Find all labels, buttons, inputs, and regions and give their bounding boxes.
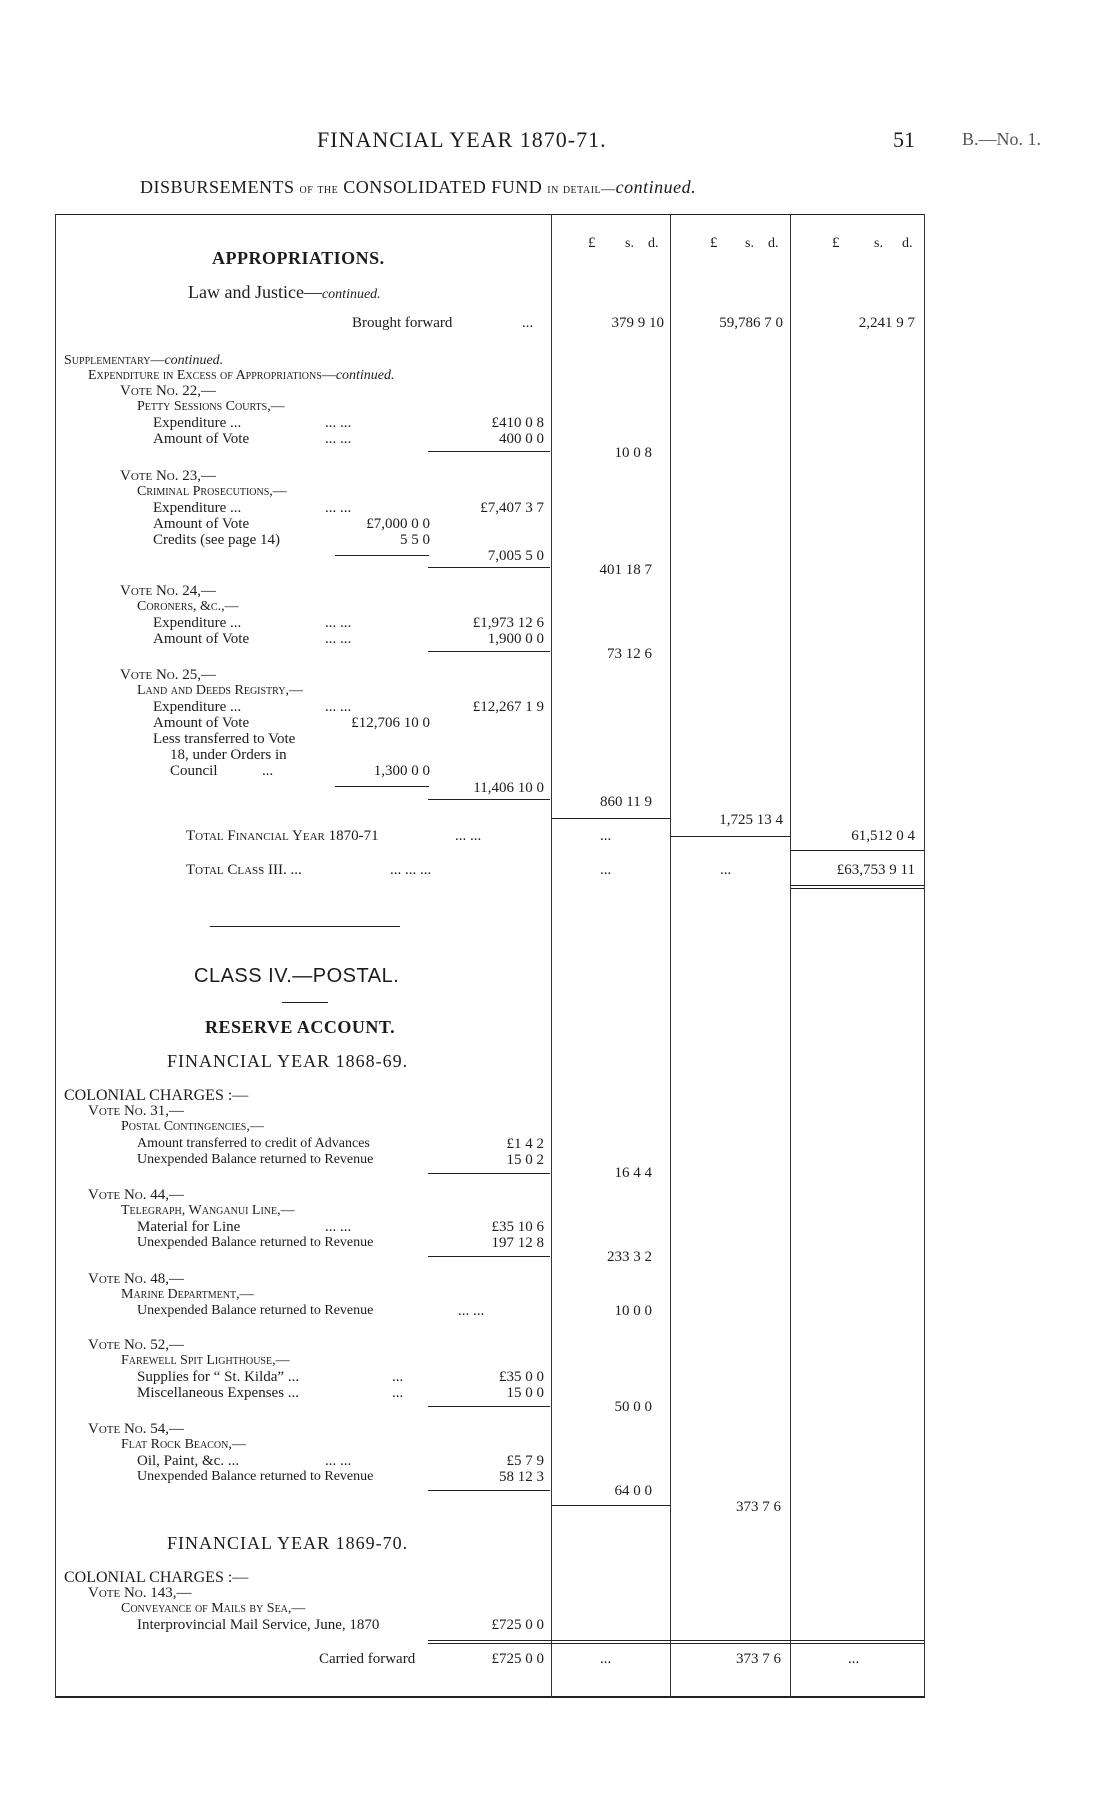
section-subheading bbox=[188, 282, 381, 303]
vote-subheading: Farewell Spit Lighthouse,— bbox=[121, 1353, 290, 1368]
vote-subheading: Criminal Prosecutions,— bbox=[137, 484, 287, 499]
heading-part: continued. bbox=[164, 353, 224, 368]
line-item-label: 18, under Orders in bbox=[170, 747, 287, 763]
col-header-pence: d. bbox=[902, 236, 913, 251]
brought-forward-col3: 2,241 9 7 bbox=[858, 315, 915, 331]
colonial-charges-heading: COLONIAL CHARGES :— bbox=[64, 1087, 249, 1104]
heading-rule bbox=[282, 1002, 328, 1003]
line-item-label: Oil, Paint, &c. ... bbox=[137, 1453, 240, 1469]
column-divider bbox=[670, 214, 671, 1698]
vote-heading: Vote No. 54,— bbox=[88, 1421, 184, 1437]
line-item-amount: £1 4 2 bbox=[506, 1136, 544, 1152]
line-item-label: Material for Line bbox=[137, 1219, 241, 1235]
col-header-shillings: s. bbox=[625, 236, 634, 251]
heading-part: Expenditure in Excess of Appropriations— bbox=[88, 368, 336, 383]
total-financial-year-col1: ... bbox=[600, 828, 612, 844]
total-financial-year-label: Total Financial Year 1870-71 bbox=[186, 828, 379, 844]
vote-heading: Vote No. 25,— bbox=[120, 667, 216, 683]
sum-rule bbox=[428, 1173, 550, 1174]
col-header-pence: d. bbox=[648, 236, 659, 251]
sum-rule bbox=[552, 818, 670, 819]
col-header-shillings: s. bbox=[745, 236, 754, 251]
leader-dots: ... ... bbox=[325, 1453, 352, 1469]
vote-subheading: Land and Deeds Registry,— bbox=[137, 683, 303, 698]
col-header-pounds: £ bbox=[832, 235, 840, 251]
col-header-pounds: £ bbox=[710, 235, 718, 251]
line-item-amount: £725 0 0 bbox=[491, 1617, 544, 1633]
vote-heading: Vote No. 48,— bbox=[88, 1271, 184, 1287]
document-reference: B.—No. 1. bbox=[962, 129, 1042, 149]
carried-forward-col3: ... bbox=[848, 1651, 860, 1667]
line-item-label: Miscellaneous Expenses ... bbox=[137, 1385, 300, 1401]
leader-dots: ... bbox=[392, 1369, 404, 1385]
sum-rule bbox=[428, 1640, 924, 1641]
subtitle-part: continued. bbox=[615, 177, 697, 197]
brought-forward-label: Brought forward bbox=[352, 315, 453, 331]
vote-heading: Vote No. 23,— bbox=[120, 468, 216, 484]
line-item-label: Less transferred to Vote bbox=[153, 731, 296, 747]
vote-result: 50 0 0 bbox=[614, 1399, 652, 1415]
line-item-amount: £35 0 0 bbox=[499, 1369, 544, 1385]
leader-dots: ... ... bbox=[455, 828, 482, 844]
net-amount: 7,005 5 0 bbox=[487, 548, 544, 564]
total-financial-year-col3: 61,512 0 4 bbox=[851, 828, 915, 844]
line-item-amount: £410 0 8 bbox=[491, 415, 544, 431]
page-title: FINANCIAL YEAR 1870-71. bbox=[317, 127, 607, 152]
reserve-account-heading: RESERVE ACCOUNT. bbox=[205, 1017, 396, 1037]
page-subtitle bbox=[140, 177, 696, 198]
total-class-label: Total Class III. ... bbox=[186, 862, 302, 878]
col-header-shillings: s. bbox=[874, 236, 883, 251]
line-item-amount: 400 0 0 bbox=[499, 431, 544, 447]
financial-year-total-col2: 373 7 6 bbox=[736, 1499, 781, 1515]
subtitle-part: DISBURSEMENTS bbox=[140, 177, 295, 197]
line-item-label: Amount of Vote bbox=[153, 631, 250, 647]
line-item-label: Amount of Vote bbox=[153, 431, 250, 447]
line-item-amount: £7,000 0 0 bbox=[366, 516, 430, 532]
line-item-amount: £35 10 6 bbox=[491, 1219, 544, 1235]
leader-dots: ... bbox=[392, 1385, 404, 1401]
leader-dots: ... ... bbox=[458, 1303, 485, 1319]
vote-heading: Vote No. 44,— bbox=[88, 1187, 184, 1203]
line-item-amount: 5 5 0 bbox=[400, 532, 430, 548]
leader-dots: ... ... bbox=[325, 1219, 352, 1235]
sum-rule bbox=[335, 555, 429, 556]
class-heading: CLASS IV.—POSTAL. bbox=[194, 965, 400, 987]
line-item-label: Supplies for “ St. Kilda” ... bbox=[137, 1369, 300, 1385]
line-item-amount: £5 7 9 bbox=[506, 1453, 544, 1469]
line-item-amount: £7,407 3 7 bbox=[480, 500, 544, 516]
vote-subheading: Telegraph, Wanganui Line,— bbox=[121, 1203, 295, 1218]
subtitle-part: of the bbox=[299, 182, 339, 197]
leader-dots: ... ... bbox=[325, 500, 352, 516]
line-item-label: Amount of Vote bbox=[153, 516, 250, 532]
sum-rule bbox=[428, 1256, 550, 1257]
line-item-amount: 1,300 0 0 bbox=[373, 763, 430, 779]
heading-part: continued. bbox=[335, 368, 395, 383]
subheading-part: continued. bbox=[321, 287, 381, 302]
sum-rule bbox=[428, 651, 550, 652]
vote-result: 73 12 6 bbox=[607, 646, 652, 662]
vote-subheading: Marine Department,— bbox=[121, 1287, 254, 1302]
vote-heading: Vote No. 24,— bbox=[120, 583, 216, 599]
sum-rule bbox=[428, 799, 550, 800]
vote-heading: Vote No. 143,— bbox=[88, 1585, 192, 1601]
table-left-border bbox=[55, 214, 56, 1698]
brought-forward-col1: 379 9 10 bbox=[611, 315, 664, 331]
line-item-amount: 15 0 0 bbox=[506, 1385, 544, 1401]
total-class-col1: ... bbox=[600, 862, 612, 878]
sum-rule bbox=[428, 451, 550, 452]
line-item-label: Expenditure ... bbox=[153, 415, 242, 431]
line-item-label: Expenditure ... bbox=[153, 615, 242, 631]
vote-subheading: Petty Sessions Courts,— bbox=[137, 399, 285, 414]
sum-rule bbox=[428, 1406, 550, 1407]
section-separator bbox=[210, 926, 400, 927]
sum-rule bbox=[428, 567, 550, 568]
vote-heading: Vote No. 22,— bbox=[120, 383, 216, 399]
table-bottom-rule bbox=[55, 1696, 925, 1698]
column-divider bbox=[551, 214, 552, 1698]
carried-forward-col1: ... bbox=[600, 1651, 612, 1667]
vote-heading: Vote No. 52,— bbox=[88, 1337, 184, 1353]
leader-dots: ... bbox=[522, 315, 534, 331]
vote-subheading: Flat Rock Beacon,— bbox=[121, 1437, 246, 1452]
sum-rule bbox=[552, 1505, 670, 1506]
leader-dots: ... ... bbox=[325, 415, 352, 431]
vote-result: 10 0 0 bbox=[614, 1303, 652, 1319]
line-item-amount: 58 12 3 bbox=[499, 1469, 544, 1485]
section-heading: APPROPRIATIONS. bbox=[212, 248, 385, 268]
col-header-pence: d. bbox=[768, 236, 779, 251]
line-item-label: Unexpended Balance returned to Revenue bbox=[137, 1303, 374, 1318]
col-header-pounds: £ bbox=[588, 235, 596, 251]
line-item-amount: £12,706 10 0 bbox=[351, 715, 430, 731]
excess-heading bbox=[88, 368, 395, 384]
leader-dots: ... bbox=[262, 763, 274, 779]
brought-forward-col2: 59,786 7 0 bbox=[719, 315, 783, 331]
line-item-amount: £1,973 12 6 bbox=[472, 615, 544, 631]
carried-forward-amount: £725 0 0 bbox=[491, 1651, 544, 1667]
leader-dots: ... ... bbox=[325, 615, 352, 631]
line-item-label: Expenditure ... bbox=[153, 500, 242, 516]
line-item-amount: 1,900 0 0 bbox=[487, 631, 544, 647]
vote-result: 860 11 9 bbox=[600, 794, 652, 810]
double-rule bbox=[791, 885, 924, 886]
vote-result: 16 4 4 bbox=[614, 1165, 652, 1181]
heading-part: Supplementary— bbox=[64, 353, 165, 368]
table-right-border bbox=[924, 214, 925, 1698]
double-rule bbox=[791, 888, 924, 889]
line-item-amount: 197 12 8 bbox=[491, 1235, 544, 1251]
line-item-label: Expenditure ... bbox=[153, 699, 242, 715]
sum-rule bbox=[428, 1643, 924, 1644]
total-class-col3: £63,753 9 11 bbox=[836, 862, 915, 878]
total-class-col2: ... bbox=[720, 862, 732, 878]
vote-result: 10 0 8 bbox=[614, 445, 652, 461]
vote-subheading: Conveyance of Mails by Sea,— bbox=[121, 1601, 306, 1616]
sum-rule bbox=[335, 786, 429, 787]
carried-forward-col2: 373 7 6 bbox=[736, 1651, 781, 1667]
leader-dots: ... ... bbox=[325, 431, 352, 447]
sum-rule bbox=[791, 850, 924, 851]
vote-subheading: Postal Contingencies,— bbox=[121, 1119, 264, 1134]
subtitle-part: CONSOLIDATED FUND bbox=[343, 177, 543, 197]
line-item-label: Unexpended Balance returned to Revenue bbox=[137, 1469, 374, 1484]
leader-dots: ... ... bbox=[325, 699, 352, 715]
line-item-amount: 15 0 2 bbox=[506, 1152, 544, 1168]
page-number: 51 bbox=[893, 127, 915, 152]
line-item-label: Unexpended Balance returned to Revenue bbox=[137, 1235, 374, 1250]
table-top-rule bbox=[55, 214, 925, 215]
line-item-label: Amount of Vote bbox=[153, 715, 250, 731]
subtitle-part: in detail— bbox=[547, 182, 616, 197]
line-item-label: Amount transferred to credit of Advances bbox=[137, 1136, 370, 1151]
vote-result: 64 0 0 bbox=[614, 1483, 652, 1499]
subheading-part: Law and Justice— bbox=[188, 282, 322, 302]
financial-year-heading: FINANCIAL YEAR 1868-69. bbox=[167, 1051, 409, 1071]
vote-result: 233 3 2 bbox=[607, 1249, 652, 1265]
sum-rule bbox=[671, 836, 790, 837]
colonial-charges-heading: COLONIAL CHARGES :— bbox=[64, 1569, 249, 1586]
leader-dots: ... ... bbox=[325, 631, 352, 647]
net-amount: 11,406 10 0 bbox=[473, 780, 544, 796]
line-item-label: Interprovincial Mail Service, June, 1870 bbox=[137, 1617, 380, 1633]
supplementary-heading bbox=[64, 353, 223, 369]
line-item-label: Council bbox=[170, 763, 218, 779]
vote-subheading: Coroners, &c.,— bbox=[137, 599, 239, 614]
vote-result: 401 18 7 bbox=[599, 562, 652, 578]
sum-rule bbox=[428, 1490, 550, 1491]
line-item-amount: £12,267 1 9 bbox=[472, 699, 544, 715]
subtotal-col2: 1,725 13 4 bbox=[719, 812, 783, 828]
leader-dots: ... ... ... bbox=[390, 862, 432, 878]
financial-year-heading: FINANCIAL YEAR 1869-70. bbox=[167, 1533, 409, 1553]
vote-heading: Vote No. 31,— bbox=[88, 1103, 184, 1119]
line-item-label: Unexpended Balance returned to Revenue bbox=[137, 1152, 374, 1167]
column-divider bbox=[790, 214, 791, 1698]
line-item-label: Credits (see page 14) bbox=[153, 532, 281, 548]
carried-forward-label: Carried forward bbox=[319, 1651, 416, 1667]
